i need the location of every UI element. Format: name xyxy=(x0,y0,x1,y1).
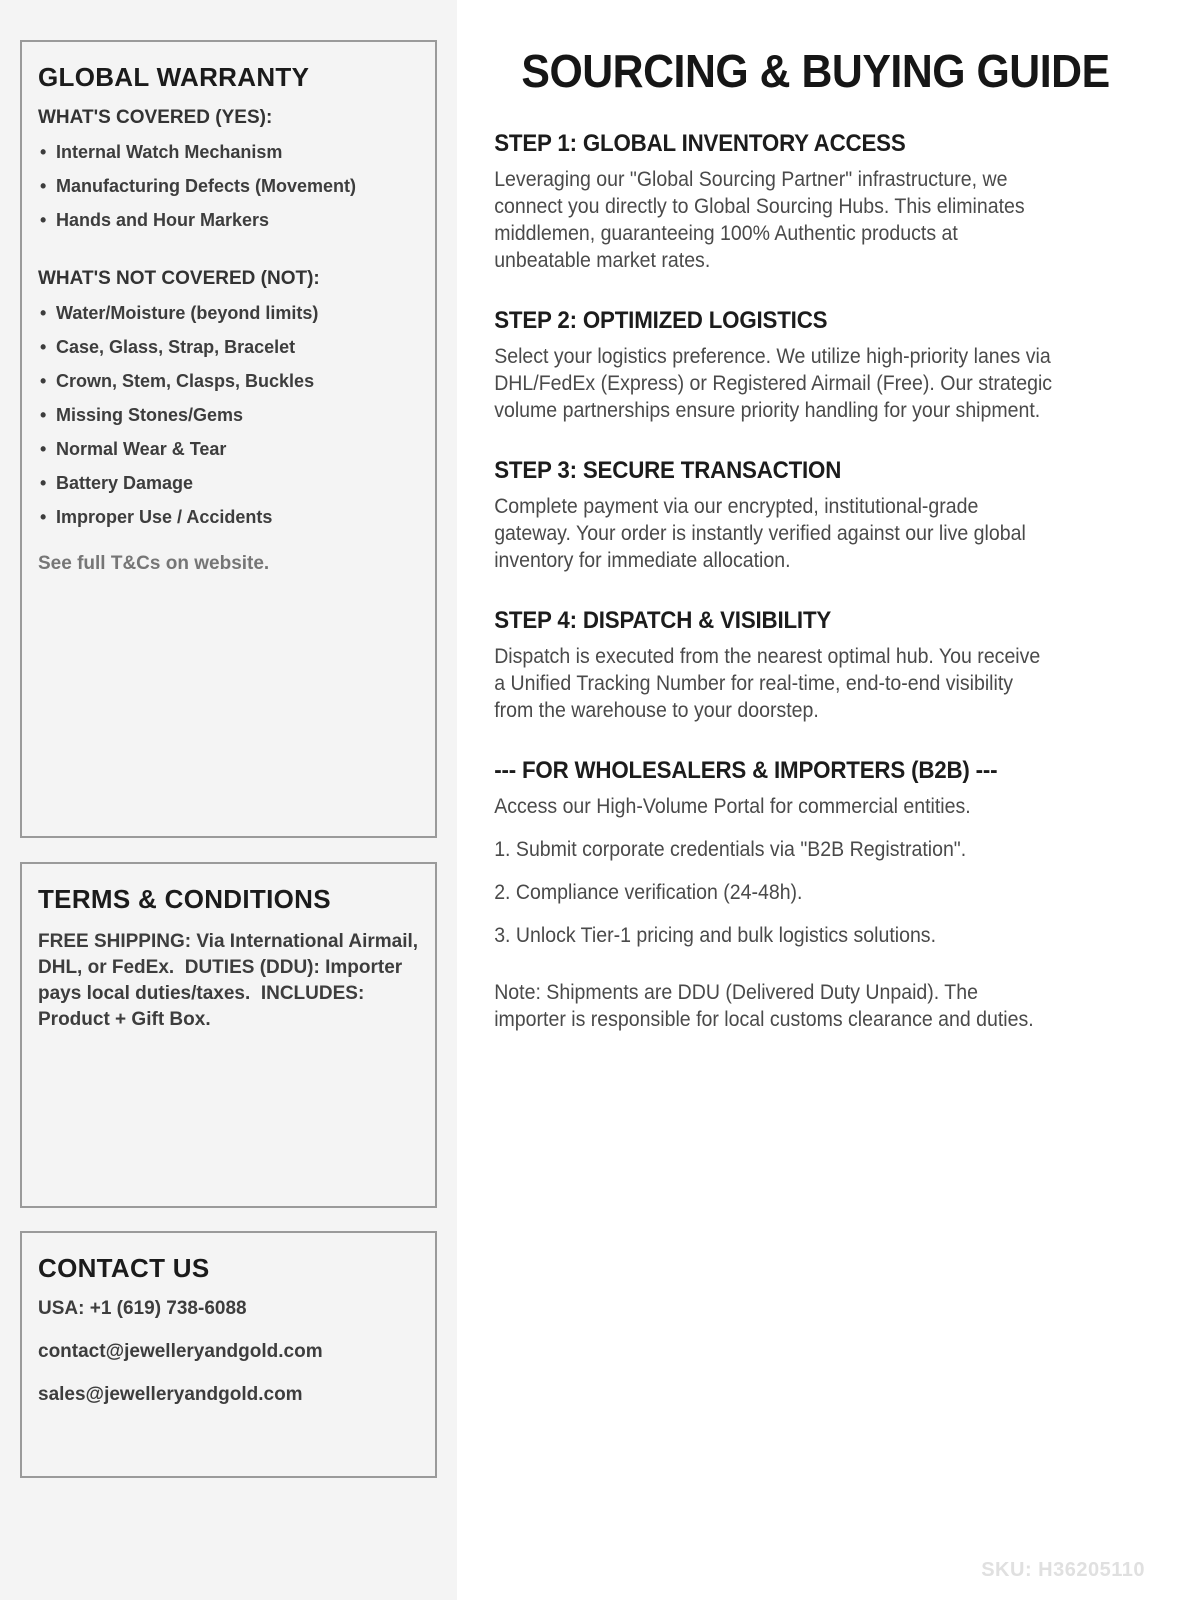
list-item: • Water/Moisture (beyond limits) xyxy=(38,304,421,323)
b2b-item: 2. Compliance verification (24-48h). xyxy=(494,880,803,904)
step-body: Complete payment via our encrypted, institutional-grade gateway. Your order is instantly verified against our live global inventory for immediate allocation. xyxy=(494,494,1026,572)
not-covered-heading: WHAT'S NOT COVERED (NOT): xyxy=(38,268,320,289)
step-heading: STEP 4: DISPATCH & VISIBILITY xyxy=(494,606,832,634)
list-item: • Improper Use / Accidents xyxy=(38,508,421,527)
b2b-item: 1. Submit corporate credentials via "B2B Registration". xyxy=(494,837,967,861)
list-item: • Hands and Hour Markers xyxy=(38,211,421,230)
b2b-intro: Access our High-Volume Portal for commercial entities. xyxy=(494,794,971,818)
list-item: • Manufacturing Defects (Movement) xyxy=(38,177,421,196)
terms-body: FREE SHIPPING: Via International Airmail, DHL, or FedEx. DUTIES (DDU): Importer pays local duties/taxes. INCLUDES: Product + Gift Box. xyxy=(38,931,424,1030)
list-item: • Normal Wear & Tear xyxy=(38,440,421,459)
step-heading: STEP 3: SECURE TRANSACTION xyxy=(494,456,842,484)
step-heading: STEP 1: GLOBAL INVENTORY ACCESS xyxy=(494,129,906,157)
contact-phone: USA: +1 (619) 738-6088 xyxy=(38,1298,247,1319)
step-body: Select your logistics preference. We utilize high-priority lanes via DHL/FedEx (Express) or Registered Airmail (Free). Our strategic volume partnerships ensure priority handling for your shipment. xyxy=(494,344,1053,422)
warranty-card xyxy=(20,40,437,838)
warranty-footnote: See full T&Cs on website. xyxy=(38,553,270,574)
steps xyxy=(494,130,1137,724)
b2b-section xyxy=(494,757,1137,1033)
sku-label: SKU: H36205110 xyxy=(981,1559,1145,1581)
warranty-title: GLOBAL WARRANTY xyxy=(38,62,310,92)
sidebar xyxy=(0,0,457,1600)
contact-title: CONTACT US xyxy=(38,1253,210,1283)
step-body: Dispatch is executed from the nearest optimal hub. You receive a Unified Tracking Number for real-time, end-to-end visibility from the warehouse to your doorstep. xyxy=(494,644,1041,722)
list-item: • Battery Damage xyxy=(38,474,421,493)
main-inner xyxy=(457,0,1200,1033)
step-body: Leveraging our "Global Sourcing Partner" infrastructure, we connect you directly to Global Sourcing Hubs. This eliminates middlemen, guaranteeing 100% Authentic products at unbeatable market rates. xyxy=(494,167,1025,272)
contact-email-sales: sales@jewelleryandgold.com xyxy=(38,1384,303,1405)
terms-card xyxy=(20,862,437,1208)
list-item: • Case, Glass, Strap, Bracelet xyxy=(38,338,421,357)
page-title: SOURCING & BUYING GUIDE xyxy=(521,45,1110,97)
list-item: • Crown, Stem, Clasps, Buckles xyxy=(38,372,421,391)
step-heading: STEP 2: OPTIMIZED LOGISTICS xyxy=(494,306,828,334)
main-content xyxy=(457,0,1200,1600)
contact-card xyxy=(20,1231,437,1478)
terms-title: TERMS & CONDITIONS xyxy=(38,884,331,914)
b2b-note: Note: Shipments are DDU (Delivered Duty Unpaid). The importer is responsible for local customs clearance and duties. xyxy=(494,980,1034,1031)
list-item: • Missing Stones/Gems xyxy=(38,406,421,425)
b2b-items xyxy=(494,836,1137,949)
b2b-heading: --- FOR WHOLESALERS & IMPORTERS (B2B) --- xyxy=(494,756,998,784)
step-section xyxy=(494,607,1137,724)
contact-email-primary: contact@jewelleryandgold.com xyxy=(38,1341,323,1362)
step-section xyxy=(494,457,1137,574)
b2b-item: 3. Unlock Tier-1 pricing and bulk logistics solutions. xyxy=(494,923,937,947)
not-covered-list xyxy=(38,304,421,527)
step-section xyxy=(494,130,1137,274)
covered-heading: WHAT'S COVERED (YES): xyxy=(38,107,273,128)
step-section xyxy=(494,307,1137,424)
covered-list xyxy=(38,143,421,230)
list-item: • Internal Watch Mechanism xyxy=(38,143,421,162)
